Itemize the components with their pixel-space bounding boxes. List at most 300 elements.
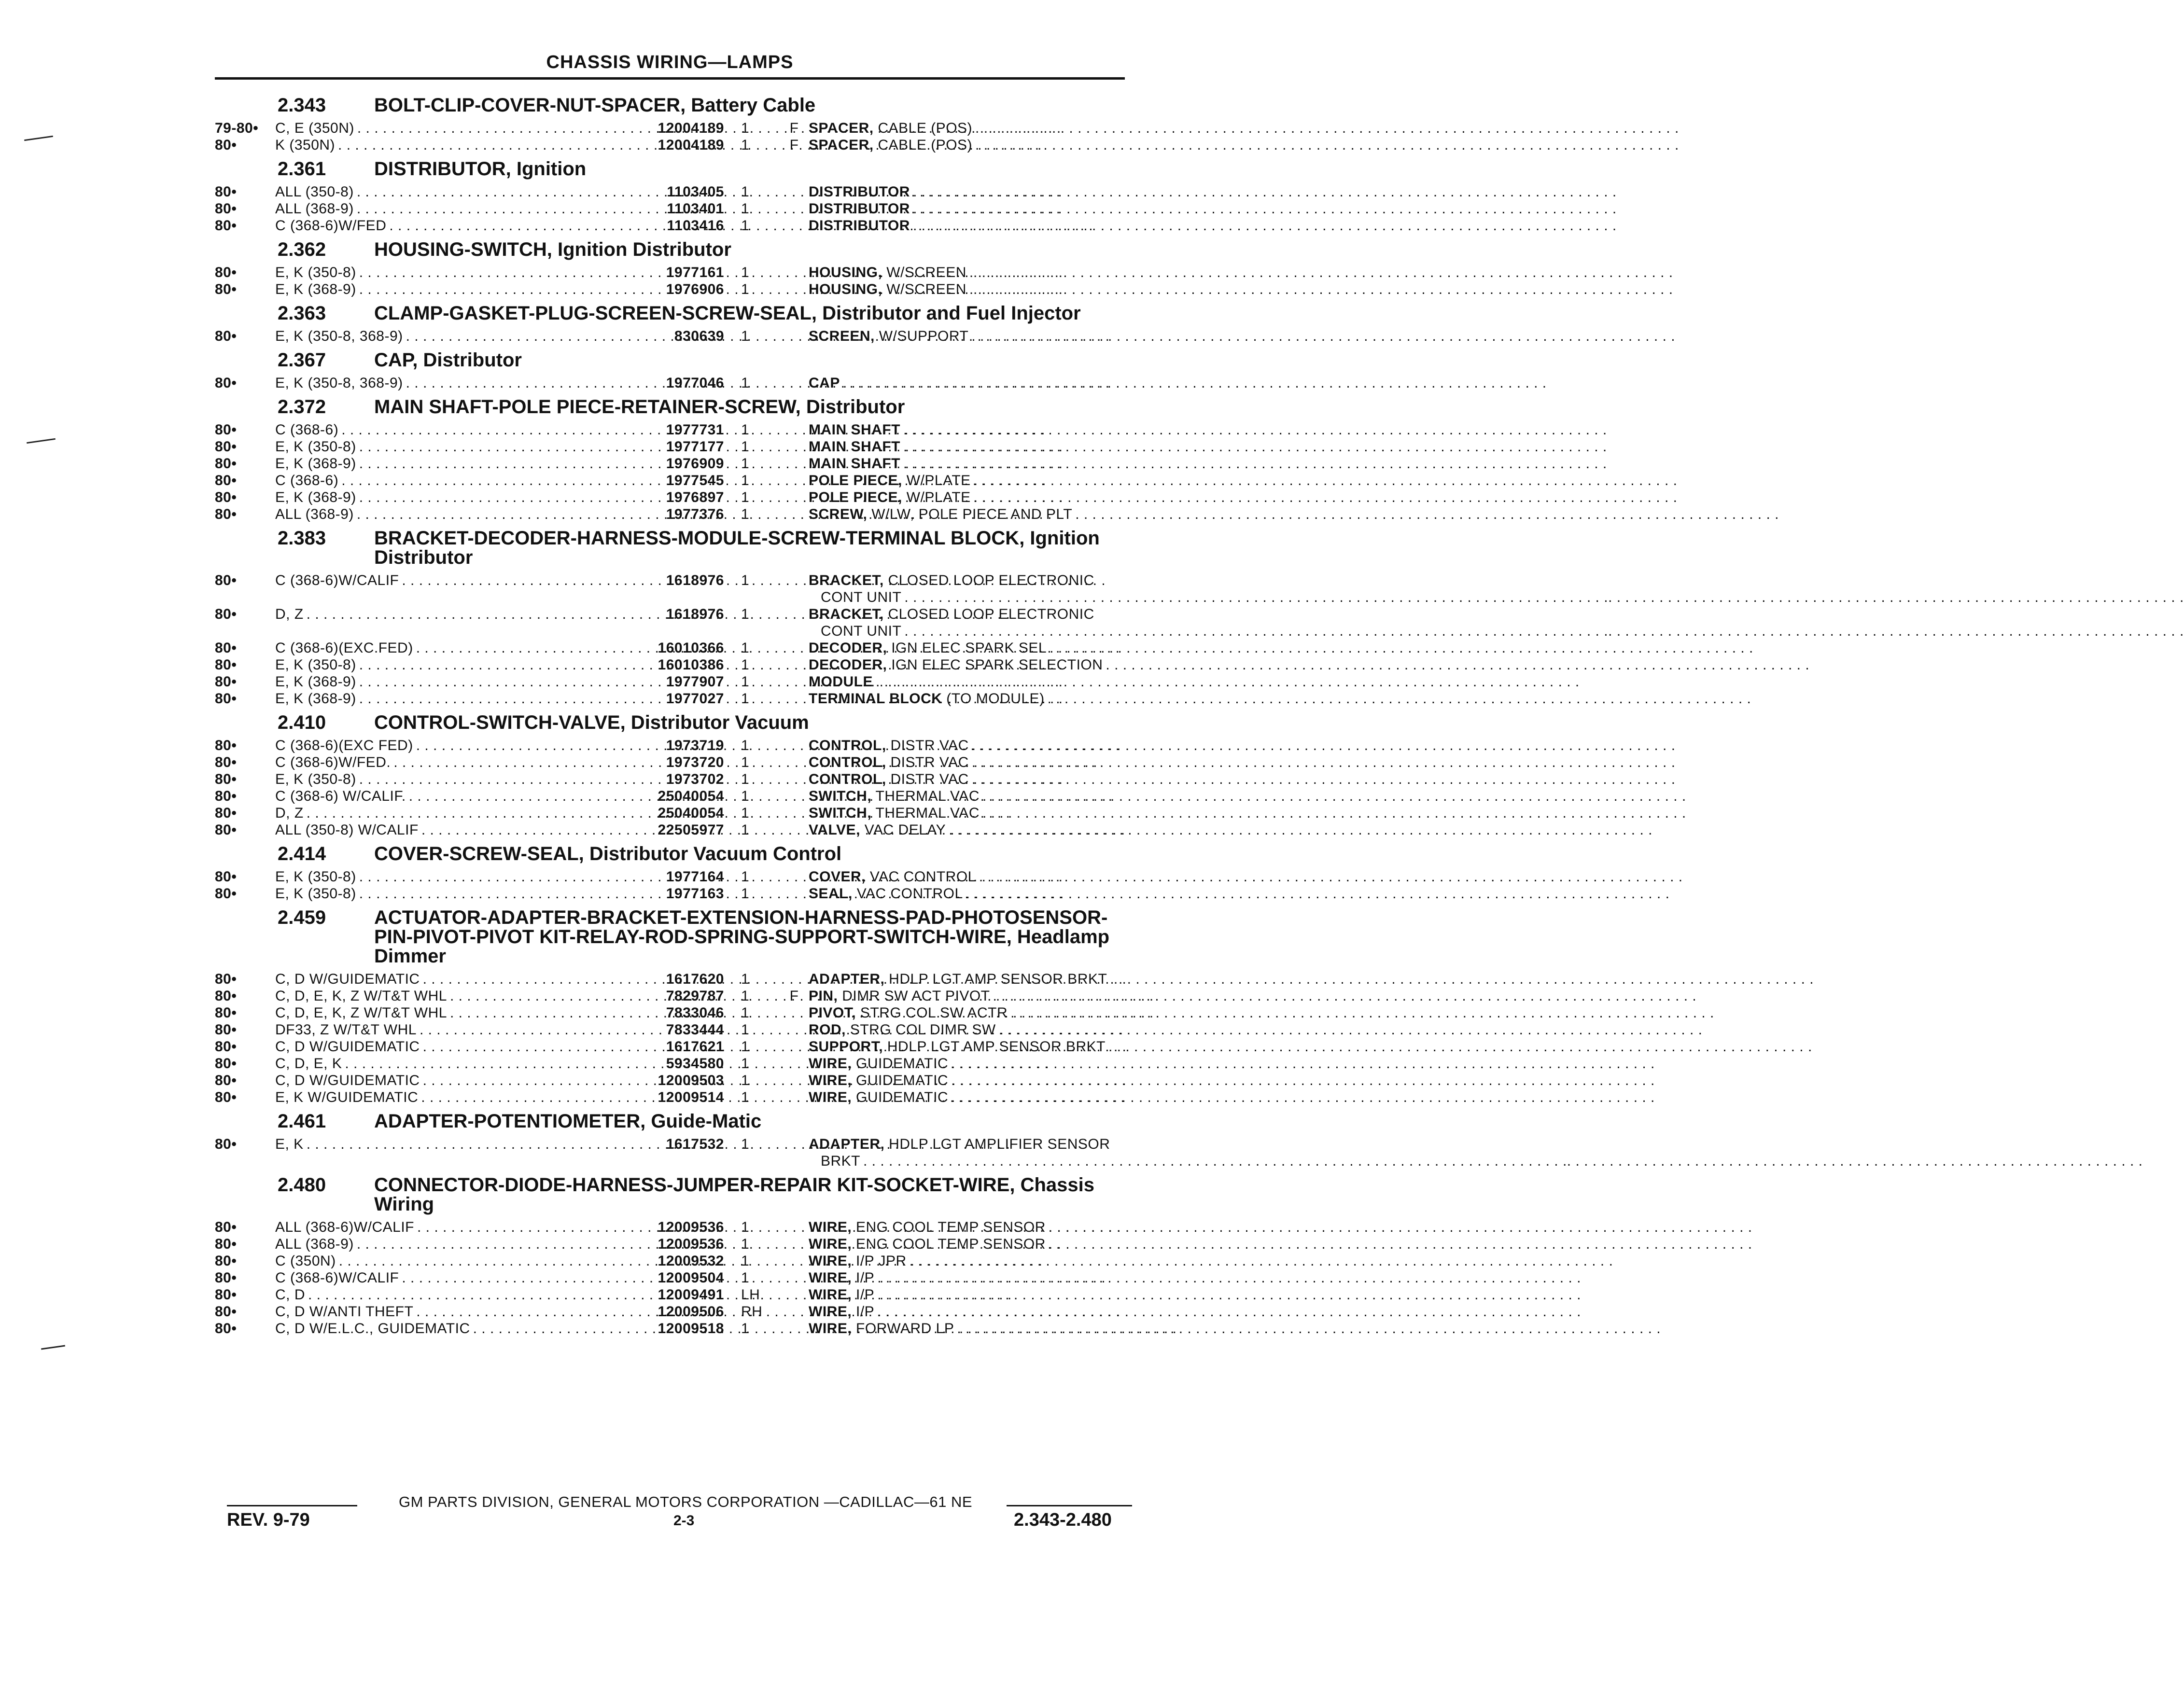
model-year: 80• [215,1321,237,1337]
model-text: ALL (368-9) [275,1236,354,1252]
model-text: C, D, E, K [275,1056,342,1072]
model-text: ALL (350-8) [275,184,354,200]
part-description [809,673,1159,690]
description-keyword: DECODER, [809,657,887,673]
quantity: 1 [741,886,750,902]
dot-leader [972,754,1676,771]
description-keyword: BRACKET, [809,572,884,588]
section-heading [374,713,1132,732]
parts-row [215,1320,1132,1337]
quantity: 1 [741,506,750,522]
quantity: LH [741,1287,760,1303]
model-application [275,1136,616,1153]
description-line [809,421,903,438]
parts-row [215,606,2184,640]
model-application [275,885,616,902]
description-keyword: SWITCH, [809,805,872,821]
part-description [809,183,1159,200]
description-text: DISTR VAC [886,771,969,787]
description-line [809,1055,951,1072]
description-line [809,1286,877,1303]
parts-row [215,120,1132,137]
part-number: 5934580 [666,1056,724,1072]
section-heading-bold: ACTUATOR-ADAPTER-BRACKET-EXTENSION-HARNESS-PAD-PHOTOSENSOR-PIN-PIVOT-PIVOT KIT-RELAY-ROD-SPRING-SUPPORT-SWITCH-WIRE, [374,907,1108,947]
model-text: C, D W/GUIDEMATIC [275,971,420,987]
description-text: VAC CONTROL [852,886,963,902]
parts-row [215,640,1132,656]
parts-section [215,96,1132,153]
part-description [809,455,1159,472]
model-application [275,120,616,137]
model-application [275,606,616,623]
model-application [275,264,616,281]
margin-mark [41,1345,65,1350]
quantity: 1 [741,375,750,391]
description-keyword: CONTROL, [809,754,886,770]
parts-section [215,159,1132,234]
part-description [809,822,1159,838]
model-application [275,217,616,234]
model-year: 80• [215,328,237,344]
description-line [809,1219,1049,1236]
description-line [809,1236,1049,1253]
quantity: 1 [741,422,750,438]
section-heading-bold: MAIN SHAFT-POLE PIECE-RETAINER-SCREW, [374,396,801,418]
page-title: CHASSIS WIRING—LAMPS [546,52,794,72]
description-text: I/P JPR [852,1253,907,1269]
quantity: 1 [741,738,750,753]
part-number: 12004189 [658,120,724,136]
model-application [275,1269,616,1286]
model-application [275,200,616,217]
quantity: 1 [741,606,750,622]
model-application [275,737,616,754]
dot-leader [903,421,1607,438]
model-year: 80• [215,1005,237,1021]
dot-leader [1049,1219,1752,1236]
section-number: 2.343 [278,95,326,116]
model-text: E, K (350-8, 368-9) [275,375,403,391]
model-application [275,489,616,506]
part-number: 1973719 [666,738,724,753]
description-keyword: PIN, [809,988,838,1004]
description-line [809,737,972,754]
section-title [215,1175,1132,1214]
description-text: CLOSED LOOP ELECTRONIC [883,606,1094,622]
model-text: C, D W/E.L.C., GUIDEMATIC [275,1321,470,1337]
description-text: VAC DELAY [860,822,946,838]
part-description [809,805,1159,822]
description-text: HDLP LGT AMPLIFIER SENSOR [884,1136,1110,1152]
model-year: 80• [215,754,237,770]
section-title [215,1112,1132,1131]
section-title [215,304,1132,323]
part-description [809,1269,1159,1286]
description-keyword: ROD, [809,1022,846,1038]
section-heading-subtitle: Distributor [418,349,522,371]
parts-row [215,673,1132,690]
parts-row [215,1038,1132,1055]
dot-leader [843,375,1547,391]
part-description [809,1136,2143,1170]
parts-row [215,1004,1132,1021]
description-text: I/P [852,1287,875,1303]
part-number: 1976906 [666,281,724,297]
model-text: E, K (350-8, 368-9) [275,328,403,344]
dot-leader [1010,1004,1714,1021]
model-year: 80• [215,572,237,588]
section-heading-subtitle: Headlamp Dimmer [374,926,1110,967]
description-keyword: DISTRIBUTOR [809,218,910,234]
part-description [809,788,1159,805]
model-application [275,1236,616,1253]
dot-leader [969,264,1673,281]
description-line [809,200,913,217]
section-number: 2.372 [278,396,326,418]
description-line [809,822,949,838]
model-application [275,690,616,707]
footer-page-number: 2-3 [673,1513,695,1529]
part-description [809,1004,1159,1021]
section-heading-subtitle: Distributor and Fuel Injector [816,303,1081,324]
description-continuation [809,589,2184,606]
part-number: 1977163 [666,886,724,902]
model-text: ALL (350-8) W/CALIF [275,822,419,838]
part-number: 12009506 [658,1304,724,1320]
parts-row [215,737,1132,754]
description-keyword: WIRE, [809,1219,852,1235]
description-text: THERMAL VAC [871,788,980,804]
description-text: I/P [852,1304,875,1320]
model-application [275,1004,616,1021]
description-line [809,1136,1159,1153]
parts-row [215,421,1132,438]
description-keyword: SCREEN, [809,328,875,344]
model-year: 80• [215,886,237,902]
quantity: 1 [741,971,750,987]
part-number: 12009491 [658,1287,724,1303]
parts-row [215,822,1132,838]
model-text: D, Z [275,805,304,821]
part-number: 12009536 [658,1236,724,1252]
description-line [809,455,903,472]
description-keyword: CONTROL, [809,738,886,753]
model-application [275,421,616,438]
description-line [809,788,982,805]
section-heading-subtitle: Chassis Wiring [374,1174,1094,1215]
parts-row [215,1089,1132,1106]
section-heading-bold: DISTRIBUTOR, [374,158,511,180]
description-text-cont: CONT UNIT [821,623,902,639]
part-number: 1618976 [666,572,724,588]
part-description [809,438,1159,455]
model-year: 80• [215,439,237,455]
section-heading [374,397,1132,417]
part-number: 1103401 [667,201,724,217]
quantity: 1 [741,657,750,673]
quantity: 1 [741,822,750,838]
part-description [809,1286,1159,1303]
description-keyword: VALVE, [809,822,860,838]
dot-leader [877,1286,1581,1303]
part-number: 7833444 [666,1022,724,1038]
model-text: E, K (368-9) [275,691,356,707]
part-number: 1103405 [667,184,724,200]
model-application [275,472,616,489]
model-text: E, K (350-8) [275,886,356,902]
dot-leader [903,438,1607,455]
description-text: FORWARD LP [852,1321,954,1337]
parts-row [215,455,1132,472]
dot-leader [903,455,1607,472]
part-description [809,1055,1159,1072]
description-line [809,264,969,281]
section-heading-subtitle: Ignition Distributor [552,239,731,260]
model-text: C (368-6)W/FED. [275,754,391,770]
section-number: 2.361 [278,158,326,180]
model-application [275,640,616,656]
section-number: 2.459 [278,907,326,928]
flag-marker: F [789,120,799,136]
description-keyword: WIRE, [809,1056,852,1072]
model-year: 80• [215,1287,237,1303]
description-keyword: SEAL, [809,886,853,902]
model-application [275,971,616,988]
section-heading [374,96,1132,115]
quantity: 1 [741,1253,750,1269]
description-line [809,1089,951,1106]
margin-mark [24,136,53,141]
model-application [275,1055,616,1072]
dot-leader [966,885,1670,902]
description-text: GUIDEMATIC [852,1072,949,1088]
model-text: C (350N) [275,1253,336,1269]
parts-row [215,805,1132,822]
description-keyword: SCREW, [809,506,868,522]
model-year: 80• [215,1089,237,1105]
description-line [809,328,971,345]
description-keyword: DECODER, [809,640,887,656]
model-text: C (368-6)(EXC FED) [275,738,413,753]
quantity: 1 [741,1089,750,1105]
model-application [275,328,616,345]
dot-leader [969,281,1673,298]
dot-leader [876,673,1580,690]
model-application [275,1286,616,1303]
description-continuation [809,1153,2143,1170]
description-text: DISTR VAC [886,738,969,753]
part-description [809,1219,1159,1236]
section-heading [374,350,1132,370]
description-text: W/SCREEN [882,281,966,297]
model-text: K (350N) [275,137,336,153]
parts-section [215,1111,2143,1170]
section-heading-bold: HOUSING-SWITCH, [374,239,552,260]
dot-leader [913,183,1617,200]
model-year: 80• [215,738,237,753]
part-description [809,690,1159,707]
description-text-cont: BRKT [821,1153,861,1169]
description-text: CABLE (POS) [873,120,973,136]
description-keyword: MAIN SHAFT [809,439,900,455]
section-heading-bold: COVER-SCREW-SEAL, [374,843,584,864]
part-description [809,1320,1159,1337]
parts-section [215,240,1132,298]
section-title [215,844,1132,863]
parts-section [215,350,1132,391]
model-year: 80• [215,691,237,707]
description-line [809,506,1075,523]
model-year: 80• [215,788,237,804]
quantity: 1 [741,281,750,297]
dot-leader [972,771,1676,788]
model-application [275,1038,616,1055]
model-application [275,455,616,472]
dot-leader [1108,1038,1812,1055]
section-heading-subtitle: Distributor [800,396,905,418]
section-title [215,240,1132,259]
quantity: 1 [741,1236,750,1252]
model-text: E, K [275,1136,304,1152]
description-line [809,281,969,298]
part-description [809,771,1159,788]
parts-list [215,90,2184,1337]
dot-leader [975,120,1679,137]
dot-leader [877,1303,1581,1320]
quantity: 1 [741,754,750,770]
dot-leader [1106,656,1809,673]
part-description [809,1089,1159,1106]
description-text: DISTR VAC [886,754,969,770]
section-heading-bold: CONTROL-SWITCH-VALVE, [374,712,626,733]
section-heading-subtitle: Distributor Vacuum [625,712,809,733]
description-text: CLOSED LOOP ELECTRONIC [883,572,1094,588]
parts-row [215,1072,1132,1089]
description-line [809,640,1050,656]
quantity: 1 [741,473,750,488]
dot-leader [974,472,1678,489]
part-number: 12009518 [658,1321,724,1337]
dot-leader [1110,971,1814,988]
section-title [215,397,1132,417]
model-year: 80• [215,506,237,522]
model-application [275,673,616,690]
section-number: 2.363 [278,303,326,324]
parts-row [215,1219,1132,1236]
description-line [809,1269,877,1286]
part-number: 1617620 [666,971,724,987]
model-text: ALL (368-9) [275,201,354,217]
model-text: E, K (350-8) [275,439,356,455]
description-keyword: CAP [809,375,840,391]
dot-leader [982,805,1686,822]
model-year: 80• [215,1253,237,1269]
quantity: 1 [741,1039,750,1055]
footer-publisher: GM PARTS DIVISION, GENERAL MOTORS CORPORATION —CADILLAC—61 NE [398,1493,973,1510]
section-heading-bold: BOLT-CLIP-COVER-NUT-SPACER, [374,95,686,116]
model-text: C (368-6) [275,473,339,488]
parts-row [215,328,1132,345]
dot-leader: . . . . . . . . . . . . . . . . . . . . . . . . . . . . . . . . . . . . . . . . . . . . . . . . . . . . . . . . . . . . . . . . . . . . . . . [904,589,2184,606]
parts-row [215,264,1132,281]
model-year: 80• [215,1022,237,1038]
description-text: I/P [852,1270,875,1286]
dot-leader [877,1269,1581,1286]
part-description [809,572,2184,606]
dot-leader [971,328,1675,345]
model-application [275,438,616,455]
description-line [809,489,974,506]
part-number: 12009532 [658,1253,724,1269]
footer-range: 2.343-2.480 [1014,1510,1112,1530]
parts-row [215,472,1132,489]
part-number: 1977907 [666,674,724,690]
part-description [809,1236,1159,1253]
description-keyword: ADAPTER, [809,971,885,987]
part-description [809,988,1159,1004]
section-title [215,713,1132,732]
section-number: 2.480 [278,1174,326,1196]
description-line [809,656,1106,673]
dot-leader [913,217,1617,234]
section-title [215,159,1132,179]
model-text: E, K (350-8) [275,657,356,673]
model-year: 80• [215,1236,237,1252]
model-year: 80• [215,265,237,280]
part-number: 1618976 [666,606,724,622]
parts-row [215,771,1132,788]
model-text: C, D W/GUIDEMATIC [275,1072,420,1088]
part-number: 7833046 [666,1005,724,1021]
part-description [809,868,1159,885]
model-year: 80• [215,281,237,297]
part-number: 1973702 [666,771,724,787]
footer-rule [1007,1505,1132,1506]
description-keyword: WIRE, [809,1236,852,1252]
part-number: 830639 [674,328,724,344]
quantity: 1 [741,1136,750,1152]
part-description [809,489,1159,506]
dot-leader [951,1089,1655,1106]
margin-mark [27,438,56,444]
model-application [275,868,616,885]
model-application [275,822,616,838]
description-line [809,375,843,391]
section-number: 2.383 [278,528,326,549]
model-application [275,1219,616,1236]
description-line [809,885,966,902]
part-description [809,885,1159,902]
description-line [809,438,903,455]
part-number: 1103416 [667,218,724,234]
description-text: STRG COL SW ACTR [856,1005,1008,1021]
model-text: C, D W/GUIDEMATIC [275,1039,420,1055]
section-number: 2.362 [278,239,326,260]
dot-leader [951,1072,1655,1089]
dot-leader [974,489,1678,506]
quantity: 1 [741,1022,750,1038]
description-text: W/SCREEN [882,265,966,280]
description-keyword: WIRE, [809,1270,852,1286]
description-text: W/PLATE [902,473,971,488]
description-keyword: POLE PIECE, [809,473,902,488]
parts-row [215,137,1132,153]
dot-leader: . . . . . . . . . . . . . . . . . . . . . . . . . . . . . . . . . . . . . . . . . . . . . . . . . . . . . . . . . . . . . . . . . . . . . . . [863,1153,2143,1170]
part-number: 1977731 [666,422,724,438]
description-line [809,1038,1108,1055]
model-year: 80• [215,822,237,838]
description-line [809,1072,951,1089]
